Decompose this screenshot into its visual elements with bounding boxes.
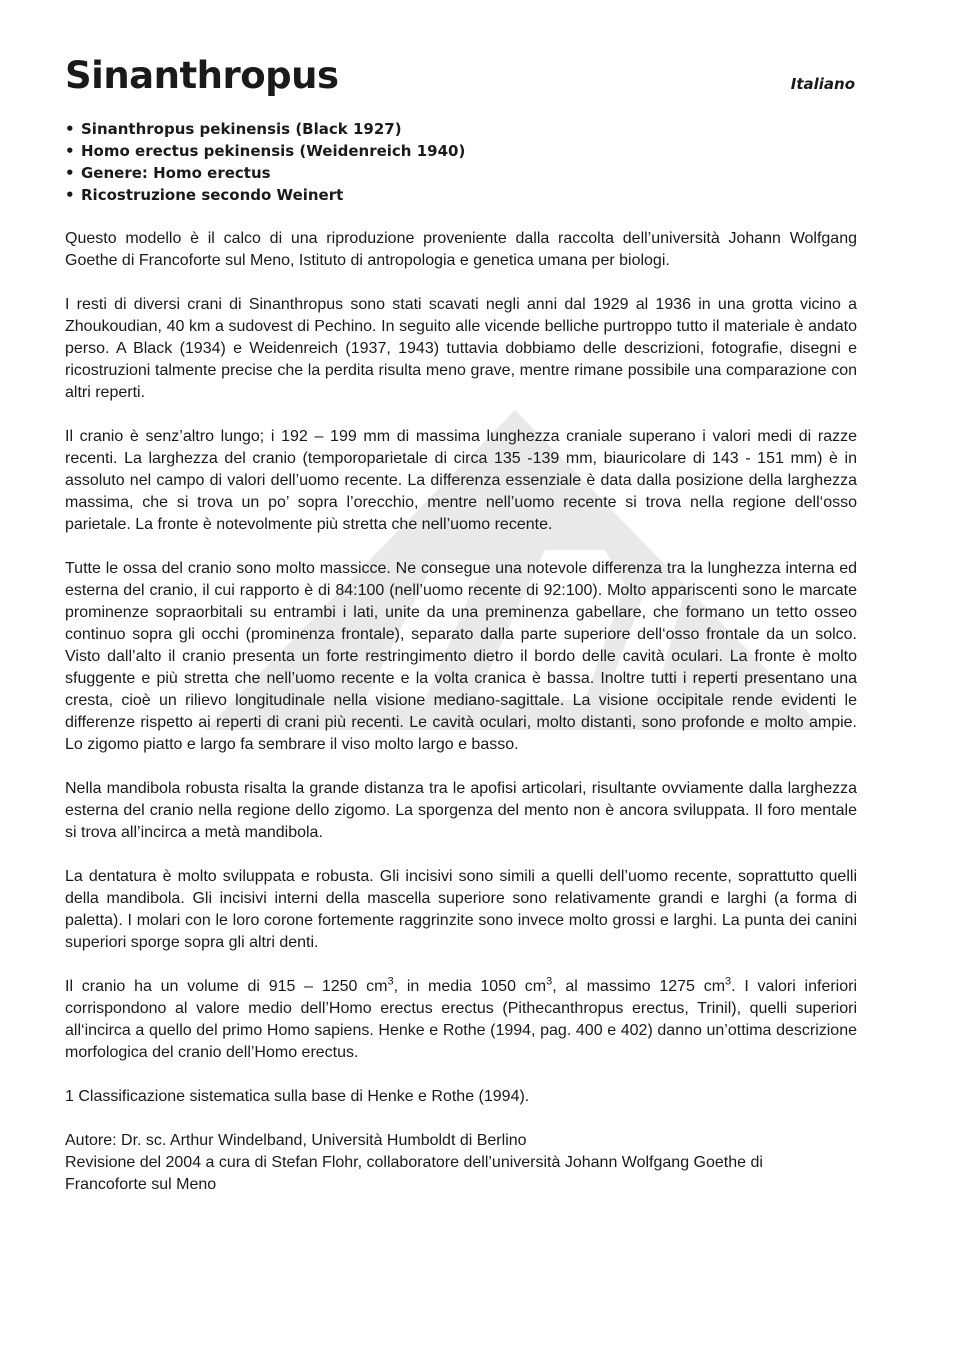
volume-text-3: , al massimo 1275 cm — [552, 978, 726, 995]
revision-line-continued: Francoforte sul Meno — [65, 1176, 217, 1193]
list-item-text: Genere: Homo erectus — [81, 164, 271, 182]
list-item-text: Sinanthropus pekinensis (Black 1927) — [81, 120, 402, 138]
paragraph-skull-shape: Il cranio è senz’altro lungo; i 192 – 199 mm di massima lunghezza craniale superano i valori medi di razze recenti. La larghezza del cranio (temporoparietale di circa 135 -139 mm, biauricolare di 143 - 151 mm) è in assoluto nel campo di valori dell’uomo recente. La differenza essenziale è data dalla posizione della larghezza massima, che si trova un po’ sopra l’orecchio, mentre nell’uomo recente si trova nella regione dell‘osso parietale. La fronte è notevolmente più stretta che nell’uomo recente. — [65, 428, 857, 533]
bullet: • — [65, 120, 75, 138]
revision-line: Revisione del 2004 a cura di Stefan Flohr, collaboratore dell’università Johann Wolfgang Goethe di — [65, 1154, 763, 1171]
paragraph-discovery: I resti di diversi crani di Sinanthropus sono stati scavati negli anni dal 1929 al 1936 in una grotta vicino a Zhoukoudian, 40 km a sudovest di Pechino. In seguito alle vicende belliche purtroppo tutto il materiale è andato perso. A Black (1934) e Weidenreich (1937, 1943) tuttavia dobbiamo delle descrizioni, fotografie, disegni e ricostruzioni talmente precise che la perdita risulta meno grave, mentre rimane possibile una comparazione con altri reperti. — [65, 296, 857, 401]
paragraph-mandible: Nella mandibola robusta risalta la grande distanza tra le apofisi articolari, risultante ovviamente dalla larghezza esterna del cranio nella regione dello zigomo. La sporgenza del mento non è ancora sviluppata. Il foro mentale si trova all’incirca a metà mandibola. — [65, 780, 857, 841]
superscript: 3 — [387, 975, 394, 988]
footnote: 1 Classificazione sistematica sulla base di Henke e Rothe (1994). — [65, 1088, 530, 1105]
list-item — [65, 140, 857, 162]
volume-text-1: Il cranio ha un volume di 915 – 1250 cm — [65, 978, 388, 995]
footer — [65, 1086, 857, 1196]
document-page — [65, 0, 857, 1361]
bullet: • — [65, 186, 75, 204]
body-text — [65, 228, 857, 1064]
author-line: Autore: Dr. sc. Arthur Windelband, Università Humboldt di Berlino — [65, 1132, 527, 1149]
bullet: • — [65, 164, 75, 182]
volume-text-2: , in media 1050 cm — [393, 978, 547, 995]
superscript: 3 — [546, 975, 553, 988]
list-item-text: Ricostruzione secondo Weinert — [81, 186, 344, 204]
language-label: Italiano — [790, 75, 855, 93]
superscript: 3 — [725, 975, 732, 988]
list-item-text: Homo erectus pekinensis (Weidenreich 1940) — [81, 142, 466, 160]
page-title: Sinanthropus — [65, 54, 339, 97]
header — [65, 0, 857, 112]
paragraph-origin: Questo modello è il calco di una riproduzione proveniente dalla raccolta dell’università Johann Wolfgang Goethe di Francoforte sul Meno, Istituto di antropologia e genetica umana per biologi. — [65, 230, 857, 269]
bullet: • — [65, 142, 75, 160]
paragraph-dentition: La dentatura è molto sviluppata e robusta. Gli incisivi sono simili a quelli dell’uomo recente, soprattutto quelli della mandibola. Gli incisivi interni della mascella superiore sono relativamente grandi e larghi (a forma di paletta). I molari con le loro corone fortemente raggrinzite sono invece molto grossi e larghi. La punta dei canini superiori sporge sopra gli altri denti. — [65, 868, 857, 951]
paragraph-volume — [65, 976, 857, 1064]
volume-text-4: . I valori inferiori corrispondono al valore medio dell’Homo erectus erectus (Pithecanthropus erectus, Trinil), quelli superiori all‘incirca a quello del primo Homo sapiens. Henke e Rothe (1994, pag. 400 e 402) danno un’ottima descrizione morfologica del cranio dell’Homo erectus. — [65, 978, 858, 1061]
list-item — [65, 162, 857, 184]
classification-list — [65, 118, 857, 206]
paragraph-skull-bones: Tutte le ossa del cranio sono molto massicce. Ne consegue una notevole differenza tra la lunghezza interna ed esterna del cranio, il cui rapporto è di 84:100 (nell’uomo recente di 92:100). Molto appariscenti sono le marcate prominenze sopraorbitali su entrambi i lati, unite da una preminenza gabellare, che formano un tetto osseo continuo sopra gli occhi (prominenza frontale), separato dalla parte superiore dell‘osso frontale da un solco. Visto dall’alto il cranio presenta un forte restringimento dietro il bordo delle cavità oculari. La fronte è molto sfuggente e più stretta che nell’uomo recente e la volta cranica è bassa. Inoltre tutti i reperti presentano una cresta, cioè un rilievo longitudinale nella visione mediano-sagittale. La visione occipitale rende evidenti le differenze rispetto ai reperti di crani più recenti. Le cavità oculari, molto distanti, sono profonde e molto ampie. Lo zigomo piatto e largo fa sembrare il viso molto largo e basso. — [65, 560, 857, 753]
list-item — [65, 118, 857, 140]
list-item — [65, 184, 857, 206]
